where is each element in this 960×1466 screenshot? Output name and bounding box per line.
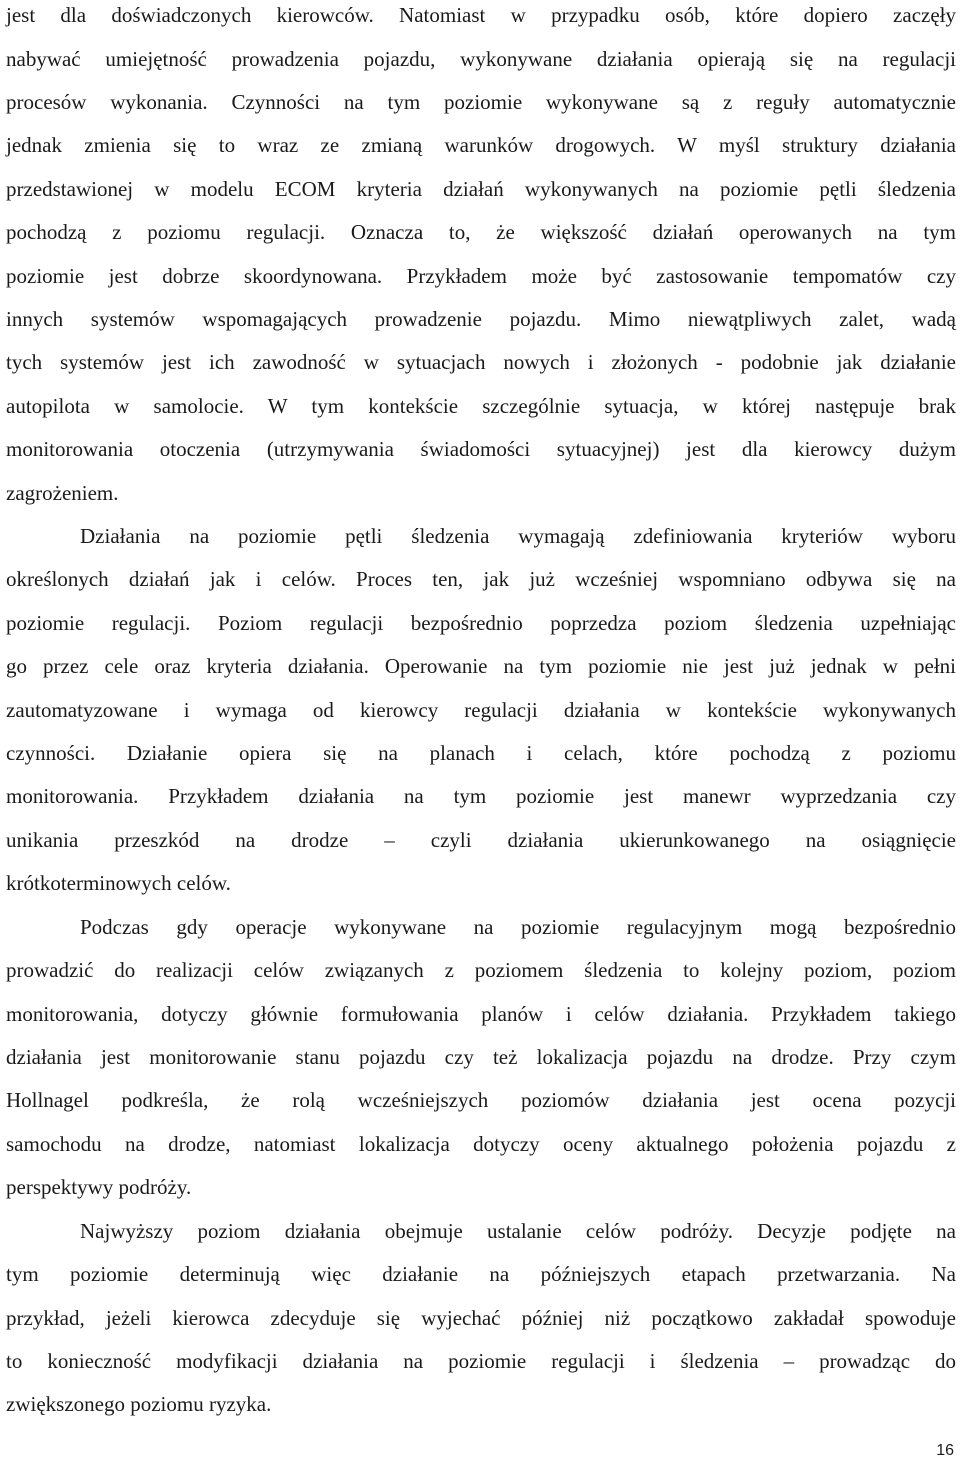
text-line: perspektywy podróży. xyxy=(6,1175,192,1199)
text-line: Hollnagel podkreśla, że rolą wcześniejszych poziomów działania jest ocena pozycji xyxy=(6,1088,956,1112)
text-line: procesów wykonania. Czynności na tym poziomie wykonywane są z reguły automatycznie xyxy=(6,90,956,114)
text-line: zautomatyzowane i wymaga od kierowcy regulacji działania w kontekście wykonywanych xyxy=(6,698,956,722)
text-line: działania jest monitorowanie stanu pojazdu czy też lokalizacja pojazdu na drodze. Przy czym xyxy=(6,1045,956,1069)
text-line: unikania przeszkód na drodze – czyli działania ukierunkowanego na osiągnięcie xyxy=(6,828,956,852)
text-line: tym poziomie determinują więc działanie na późniejszych etapach przetwarzania. Na xyxy=(6,1262,956,1286)
text-line: go przez cele oraz kryteria działania. Operowanie na tym poziomie nie jest już jednak w pełni xyxy=(6,654,956,678)
paragraph-first-line: Najwyższy poziom działania obejmuje ustalanie celów podróży. Decyzje podjęte na xyxy=(80,1219,956,1243)
text-line: jest dla doświadczonych kierowców. Natomiast w przypadku osób, które dopiero zaczęły xyxy=(6,3,956,27)
text-line: samochodu na drodze, natomiast lokalizacja dotyczy oceny aktualnego położenia pojazdu z xyxy=(6,1132,956,1156)
text-line: przykład, jeżeli kierowca zdecyduje się wyjechać później niż początkowo zakładał spowoduje xyxy=(6,1306,956,1330)
paragraph-first-line: Podczas gdy operacje wykonywane na poziomie regulacyjnym mogą bezpośrednio xyxy=(80,915,956,939)
text-line: nabywać umiejętność prowadzenia pojazdu, wykonywane działania opierają się na regulacji xyxy=(6,47,956,71)
text-line: pochodzą z poziomu regulacji. Oznacza to, że większość działań operowanych na tym xyxy=(6,220,956,244)
paragraph-first-line: Działania na poziomie pętli śledzenia wymagają zdefiniowania kryteriów wyboru xyxy=(80,524,956,548)
text-line: monitorowania. Przykładem działania na tym poziomie jest manewr wyprzedzania czy xyxy=(6,784,956,808)
text-line: tych systemów jest ich zawodność w sytuacjach nowych i złożonych - podobnie jak działanie xyxy=(6,350,956,374)
text-line: przedstawionej w modelu ECOM kryteria działań wykonywanych na poziomie pętli śledzenia xyxy=(6,177,956,201)
text-line: poziomie regulacji. Poziom regulacji bezpośrednio poprzedza poziom śledzenia uzpełniając xyxy=(6,611,956,635)
text-line: poziomie jest dobrze skoordynowana. Przykładem może być zastosowanie tempomatów czy xyxy=(6,264,956,288)
text-line: określonych działań jak i celów. Proces ten, jak już wcześniej wspomniano odbywa się na xyxy=(6,567,956,591)
text-line: zwiększonego poziomu ryzyka. xyxy=(6,1392,272,1416)
text-line: innych systemów wspomagających prowadzenie pojazdu. Mimo niewątpliwych zalet, wadą xyxy=(6,307,956,331)
text-line: zagrożeniem. xyxy=(6,481,119,505)
text-line: monitorowania otoczenia (utrzymywania świadomości sytuacyjnej) jest dla kierowcy dużym xyxy=(6,437,956,461)
text-line: monitorowania, dotyczy głównie formułowania planów i celów działania. Przykładem takiego xyxy=(6,1002,956,1026)
page-number: 16 xyxy=(936,1442,954,1459)
text-line: krótkoterminowych celów. xyxy=(6,871,231,895)
text-line: to konieczność modyfikacji działania na poziomie regulacji i śledzenia – prowadząc do xyxy=(6,1349,956,1373)
text-line: autopilota w samolocie. W tym kontekście szczególnie sytuacja, w której następuje brak xyxy=(6,394,956,418)
text-line: czynności. Działanie opiera się na planach i celach, które pochodzą z poziomu xyxy=(6,741,956,765)
text-line: jednak zmienia się to wraz ze zmianą warunków drogowych. W myśl struktury działania xyxy=(6,133,956,157)
text-line: prowadzić do realizacji celów związanych z poziomem śledzenia to kolejny poziom, poziom xyxy=(6,958,956,982)
